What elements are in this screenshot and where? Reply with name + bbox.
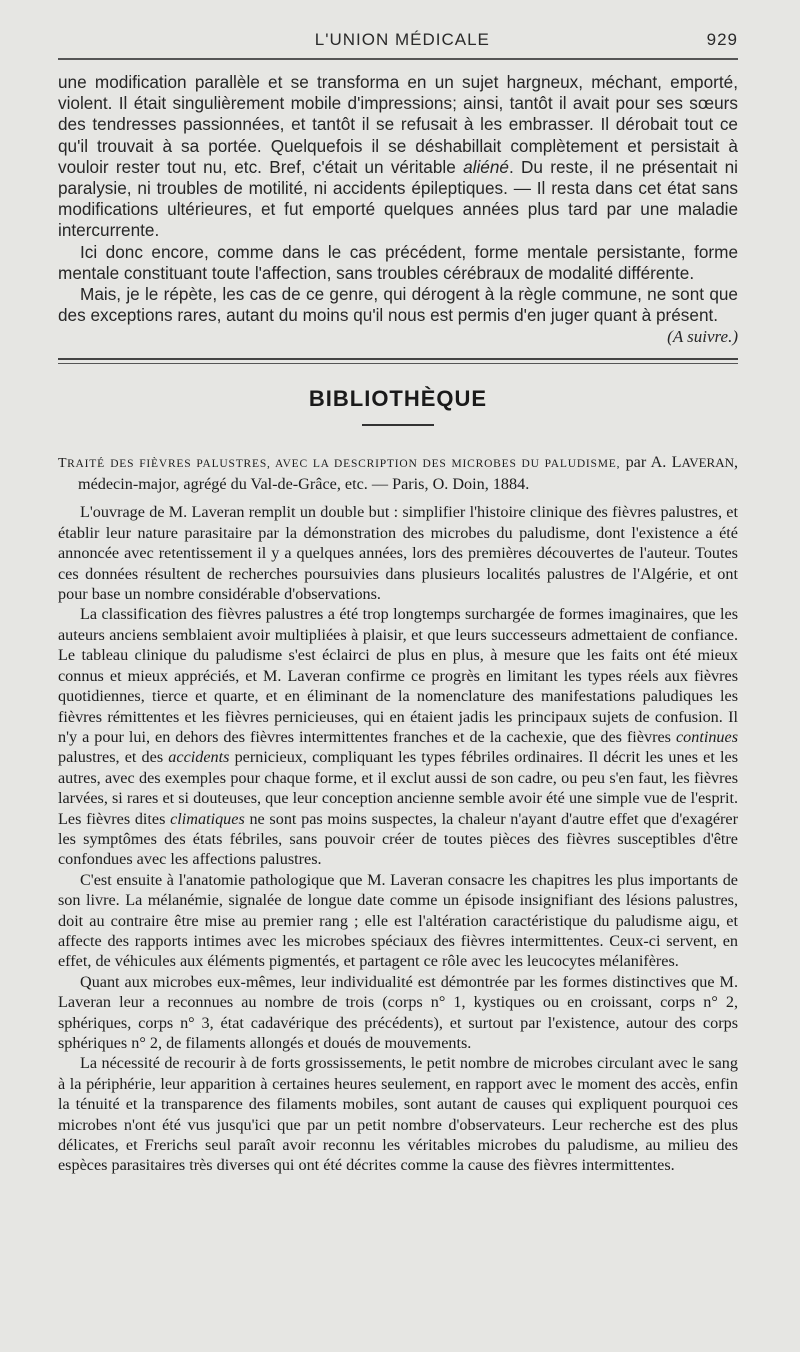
paragraph: C'est ensuite à l'anatomie pathologique que M. Laveran consacre les chapitres les plus importants de son livre. La mélanémie, signalée de longue date comme un épisode insignifiant des lésions palustres, doit au contraire être mise au premier rang ; elle est l'altération caractéristique du paludisme aigu, et affecte des rapports intimes avec les microbes spéciaux des fièvres intermittentes. Ceux-ci servent, en effet, de véhicules aux éléments pigmentés, et partagent ce rôle avec les leucocytes mélanifères.	[58, 870, 738, 971]
ref-by: par A.	[625, 452, 672, 471]
author-name: AVERAN	[681, 454, 734, 470]
journal-title: L'UNION MÉDICALE	[314, 30, 490, 49]
header-rule	[58, 58, 738, 60]
title-underline	[362, 424, 434, 426]
paragraph	[58, 604, 738, 869]
case-report-text	[58, 72, 738, 348]
paragraph: Ici donc encore, comme dans le cas précédent, forme mentale persistante, forme mentale constituant toute l'affection, sans troubles cérébraux de modalité différente.	[58, 241, 738, 283]
page-number: 929	[706, 30, 738, 49]
italic-term: accidents	[168, 748, 230, 767]
text-run: Mais, je le répète, les cas de ce genre, qui dérogent à la règle commune, ne sont que des exceptions rares, autant du moins qu'il nous est permis d'en juger quant à présent.	[58, 284, 738, 326]
text-run: ne sont pas moins suspectes, la chaleur n'ayant d'autre effet que d'exagérer les symptômes des états fébriles, sans pouvoir créer de toutes pièces des fièvres susceptibles d'être confondues avec les affections palustres.	[58, 809, 738, 869]
text-run: . Du reste, il ne présentait ni paralysie, ni troubles de motilité, ni accidents épileptiques. — Il resta dans cet état sans modifications ultérieures, et fut emporté quelques années plus tard par une maladie intercurrente.	[58, 156, 738, 241]
paragraph	[58, 284, 738, 326]
paragraph: L'ouvrage de M. Laveran remplit un double but : simplifier l'histoire clinique des fièvres palustres, et établir leur nature parasitaire par la démonstration des microbes du paludisme, dont l'existence a été annoncée avec retentissement il y a quelques années, lors des premières découvertes de l'auteur. Toutes ces données résultent de recherches poursuivies dans plusieurs localités palustres de l'Algérie, et ont pour base un nombre considérable d'observations.	[58, 503, 738, 604]
continuation-note	[58, 326, 738, 347]
italic-term: aliéné	[463, 156, 509, 177]
ref-details: , médecin-major, agrégé du Val-de-Grâce, etc. — Paris, O. Doin, 1884.	[78, 452, 739, 494]
ref-title: DES FIÈVRES PALUSTRES, AVEC LA DESCRIPTION DES MICROBES DU PALUDISME,	[110, 457, 621, 470]
italic-term: climatiques	[170, 809, 245, 828]
to-be-continued: (A suivre.)	[667, 327, 738, 347]
section-title: BIBLIOTHÈQUE	[308, 385, 488, 411]
ref-initial: T	[58, 455, 68, 471]
author-initial: L	[671, 452, 682, 471]
paragraph: La nécessité de recourir à de forts grossissements, le petit nombre de microbes circulant avec le sang à la périphérie, leur apparition à certaines heures seulement, en rapport avec le moment des accès, enfin la ténuité et la transparence des filaments mobiles, sont autant de causes qui expliquent pourquoi ces microbes n'ont été vus jusqu'ici que par un petit nombre d'observateurs. Leur recherche est des plus délicates, et Frerichs seul paraît avoir reconnu les véritables microbes du paludisme, au milieu des espèces parasitaires très diverses qui ont été décrites comme la cause des fièvres intermittentes.	[58, 1054, 738, 1175]
ref-smallcaps: RAITÉ	[67, 457, 105, 470]
text-run: palustres, et des	[58, 748, 169, 767]
text-run: pernicieux, compliquant les types fébriles ordinaires. Il décrit les unes et les autres, avec des exemples pour chaque forme, et il exclut aussi de son cadre, ou peu s'en faut, les fièvres larvées, si rares et si douteuses, que leur conception ancienne semble avoir été une simple vue de l'esprit. Les fièvres dites	[58, 748, 738, 828]
text-run: une modification parallèle et se transforma en un sujet hargneux, méchant, emporté, violent. Il était singulièrement mobile d'impressions; ainsi, tantôt il avait pour ses sœurs des tendresses passionnées, et tantôt il se refusait à les embrasser. Il dérobait tout ce qu'il trouvait à sa portée. Quelquefois il se déshabillait complètement et persistait à vouloir rester tout nu, etc. Bref, c'était un véritable	[58, 72, 738, 177]
review-text	[58, 452, 738, 1176]
italic-term: continues	[675, 727, 738, 746]
text-run: La classification des fièvres palustres a été trop longtemps surchargée de formes imaginaires, que les auteurs anciens semblaient avoir multipliées à plaisir, et que leurs successeurs admettaient de confiance. Le tableau clinique du paludisme s'est éclairci de plus en plus, à mesure que les faits ont été mieux connus et mieux appréciés, et M. Laveran confirme ce progrès en limitant les types réels aux fièvres quotidiennes, tierce et quarte, et en éliminant de la nomenclature des manifestations paludiques les fièvres rémittentes et les fièvres pernicieuses, qui en étaient jadis les principaux sujets de confusion. Il n'y a pour lui, en dehors des fièvres intermittentes franches et de la cachexie, que des fièvres	[58, 605, 738, 746]
book-reference	[58, 452, 738, 495]
running-header	[58, 0, 738, 50]
section-divider	[58, 358, 738, 364]
paragraph: Quant aux microbes eux-mêmes, leur individualité est démontrée par les formes distinctives que M. Laveran leur a reconnues au nombre de trois (corps n° 1, kystiques ou en croissant, corps n° 2, sphériques, corps n° 3, état cadavérique des précédents), et surtout par l'existence, autour des corps sphériques n° 2, de filaments allongés et doués de mouvements.	[58, 972, 738, 1053]
paragraph	[58, 72, 738, 242]
